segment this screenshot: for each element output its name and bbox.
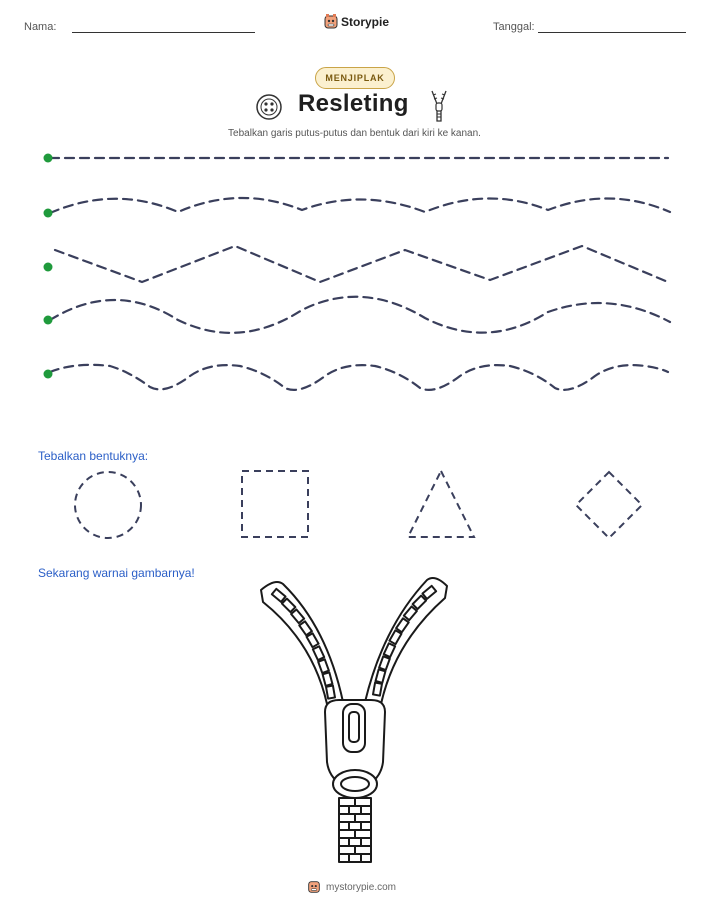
footer-url[interactable]: mystorypie.com — [326, 882, 397, 893]
brand-name: Storypie — [341, 15, 390, 29]
tracing-lines — [0, 140, 709, 400]
date-label: Tanggal: — [493, 21, 535, 33]
trace-circle — [75, 472, 141, 538]
start-dot — [44, 154, 53, 163]
instruction-text: Tebalkan garis putus-putus dan bentuk dari kiri ke kanan. — [228, 128, 481, 139]
trace-line-wave-2 — [50, 297, 670, 333]
trace-triangle — [408, 471, 474, 537]
trace-diamond — [576, 472, 642, 538]
start-dot — [44, 263, 53, 272]
footer-logo-icon — [306, 879, 322, 895]
shapes-section-label: Tebalkan bentuknya: — [38, 449, 149, 463]
button-icon — [255, 93, 283, 121]
trace-line-zigzag — [55, 246, 668, 282]
zipper-illustration — [255, 572, 455, 867]
trace-line-wave-3 — [50, 365, 668, 390]
tracing-shapes — [0, 465, 709, 545]
date-line[interactable] — [538, 32, 686, 33]
start-dot — [44, 316, 53, 325]
trace-square — [242, 471, 308, 537]
start-dot — [44, 370, 53, 379]
category-badge: MENJIPLAK — [315, 67, 395, 89]
trace-line-wave-1 — [50, 198, 670, 213]
coloring-section-label: Sekarang warnai gambarnya! — [38, 566, 195, 580]
start-dot — [44, 209, 53, 218]
name-line[interactable] — [72, 32, 255, 33]
zipper-icon — [428, 90, 450, 122]
name-label: Nama: — [24, 21, 57, 33]
storypie-logo-icon — [322, 13, 340, 31]
page-title: Resleting — [298, 90, 409, 117]
